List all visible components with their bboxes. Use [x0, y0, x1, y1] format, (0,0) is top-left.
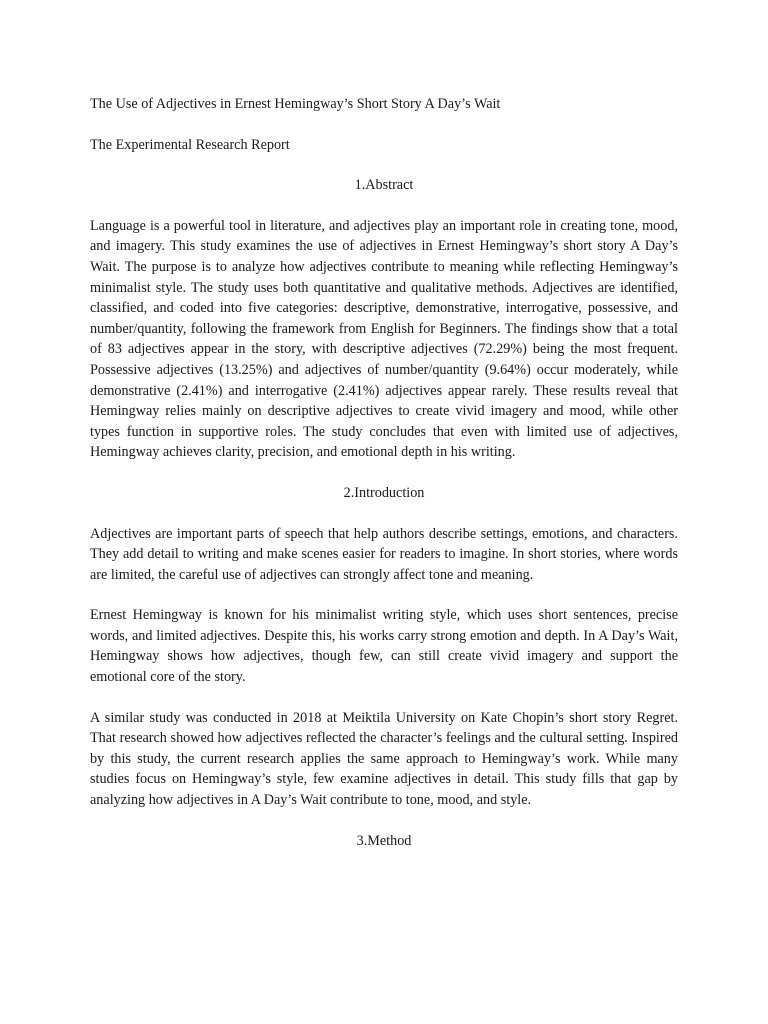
- abstract-paragraph: Language is a powerful tool in literature, and adjectives play an important role in creating tone, mood, and imagery. This study examines the use of adjectives in Ernest Hemingway’s short story A Day’s Wait. The purpose is to analyze how adjectives contribute to meaning while reflecting Hemingway’s minimalist style. The study uses both quantitative and qualitative methods. Adjectives are identified, classified, and coded into five categories: descriptive, demonstrative, interrogative, possessive, and number/quantity, following the framework from English for Beginners. The findings show that a total of 83 adjectives appear in the story, with descriptive adjectives (72.29%) being the most frequent. Possessive adjectives (13.25%) and adjectives of number/quantity (9.64%) occur moderately, while demonstrative (2.41%) and interrogative (2.41%) adjectives appear rarely. These results reveal that Hemingway relies mainly on descriptive adjectives to create vivid imagery and mood, while other types function in supportive roles. The study concludes that even with limited use of adjectives, Hemingway achieves clarity, precision, and emotional depth in his writing.: [90, 217, 678, 461]
- section-heading-introduction: 2.Introduction: [343, 484, 425, 501]
- section-heading-method: 3.Method: [356, 832, 412, 849]
- document-title: The Use of Adjectives in Ernest Hemingway’s Short Story A Day’s Wait: [90, 96, 501, 112]
- introduction-paragraph-1: Adjectives are important parts of speech that help authors describe settings, emotions, and characters. They add detail to writing and make scenes easier for readers to imagine. In short stories, where words are limited, the careful use of adjectives can strongly affect tone and meaning.: [90, 525, 678, 583]
- introduction-paragraph-2: Ernest Hemingway is known for his minimalist writing style, which uses short sentences, precise words, and limited adjectives. Despite this, his works carry strong emotion and depth. In A Day’s Wait, Hemingway shows how adjectives, though few, can still create vivid imagery and support the emotional core of the story.: [90, 607, 678, 686]
- section-heading-abstract: 1.Abstract: [354, 177, 414, 194]
- document-page: [90, 94, 678, 851]
- introduction-paragraph-3: A similar study was conducted in 2018 at Meiktila University on Kate Chopin’s short story Regret. That research showed how adjectives reflected the character’s feelings and the cultural setting. Inspired by this study, the current research applies the same approach to Hemingway’s work. While many studies focus on Hemingway’s style, few examine adjectives in detail. This study fills that gap by analyzing how adjectives in A Day’s Wait contribute to tone, mood, and style.: [90, 709, 678, 809]
- document-subtitle: The Experimental Research Report: [90, 136, 290, 153]
